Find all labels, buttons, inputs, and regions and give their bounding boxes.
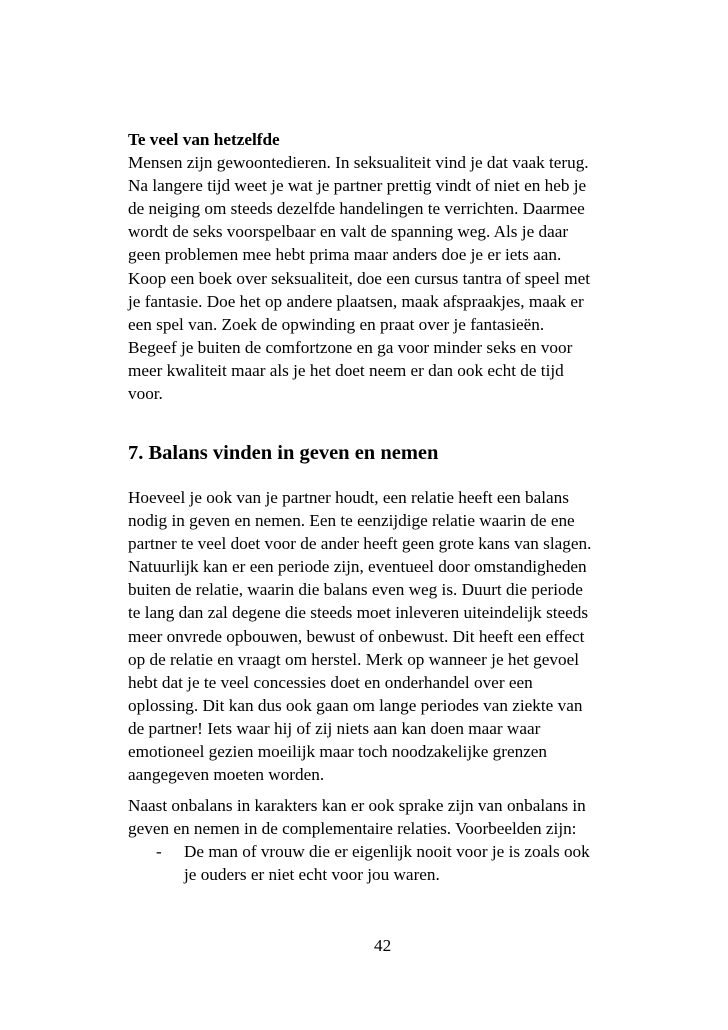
text-line: wordt de seks voorspelbaar en valt de spanning weg. Als je daar bbox=[128, 222, 569, 242]
text-line: hebt dat je te veel concessies doet en onderhandel over een bbox=[128, 672, 533, 692]
paragraph-2 bbox=[128, 794, 648, 886]
text-line: emotioneel gezien moeilijk maar toch noodzakelijke grenzen bbox=[128, 742, 548, 762]
section-block bbox=[128, 128, 648, 405]
text-line: Mensen zijn gewoontedieren. In seksualiteit vind je dat vaak terug. bbox=[128, 153, 589, 173]
text-line: op de relatie en vraagt om herstel. Merk op wanneer je het gevoel bbox=[128, 649, 579, 669]
document-page bbox=[128, 128, 648, 885]
page-number: 42 bbox=[374, 936, 392, 955]
paragraph-1 bbox=[128, 486, 648, 786]
text-line: Hoeveel je ook van je partner houdt, een relatie heeft een balans bbox=[128, 488, 569, 507]
text-line: Koop een boek over seksualiteit, doe een cursus tantra of speel met bbox=[128, 268, 590, 288]
text-line: voor. bbox=[128, 384, 163, 404]
text-line: buiten de relatie, waarin die balans even weg is. Duurt die periode bbox=[128, 580, 583, 600]
text-line: Naast onbalans in karakters kan er ook sprake zijn van onbalans in bbox=[128, 796, 586, 815]
text-line: Begeef je buiten de comfortzone en ga voor minder seks en voor bbox=[128, 337, 573, 357]
text-line: de neiging om steeds dezelfde handelingen te verrichten. Daarmee bbox=[128, 199, 585, 219]
text-line: meer kwaliteit maar als je het doet neem er dan ook echt de tijd bbox=[128, 360, 564, 380]
text-line: meer onvrede opbouwen, bewust of onbewust. Dit heeft een effect bbox=[128, 626, 585, 646]
text-line: oplossing. Dit kan dus ook gaan om lange periodes van ziekte van bbox=[128, 695, 583, 715]
section-subheading: Te veel van hetzelfde bbox=[128, 130, 280, 149]
text-line: Na langere tijd weet je wat je partner prettig vindt of niet en heb je bbox=[128, 176, 587, 196]
text-line: aangegeven moeten worden. bbox=[128, 765, 325, 785]
bullet-dash: - bbox=[156, 842, 162, 862]
text-line: nodig in geven en nemen. Een te eenzijdige relatie waarin de ene bbox=[128, 511, 575, 531]
text-line: je fantasie. Doe het op andere plaatsen, maak afspraakjes, maak er bbox=[128, 291, 584, 311]
text-line: de partner! Iets waar hij of zij niets aan kan doen maar waar bbox=[128, 718, 541, 738]
chapter-heading: 7. Balans vinden in geven en nemen bbox=[128, 442, 439, 464]
text-line: partner te veel doet voor de ander heeft geen grote kans van slagen. bbox=[128, 534, 592, 554]
text-line: te lang dan zal degene die steeds moet inleveren uiteindelijk steeds bbox=[128, 603, 589, 623]
text-line: Natuurlijk kan er een periode zijn, eventueel door omstandigheden bbox=[128, 557, 587, 577]
bullet-item bbox=[128, 840, 648, 886]
text-line: je ouders er niet echt voor jou waren. bbox=[184, 865, 440, 885]
text-line: een spel van. Zoek de opwinding en praat over je fantasieën. bbox=[128, 314, 545, 334]
text-line: geen problemen mee hebt prima maar anders doe je er iets aan. bbox=[128, 245, 562, 265]
bullet-text bbox=[184, 840, 648, 886]
text-line: De man of vrouw die er eigenlijk nooit voor je is zoals ook bbox=[184, 842, 590, 862]
text-line: geven en nemen in de complementaire relaties. Voorbeelden zijn: bbox=[128, 819, 577, 839]
